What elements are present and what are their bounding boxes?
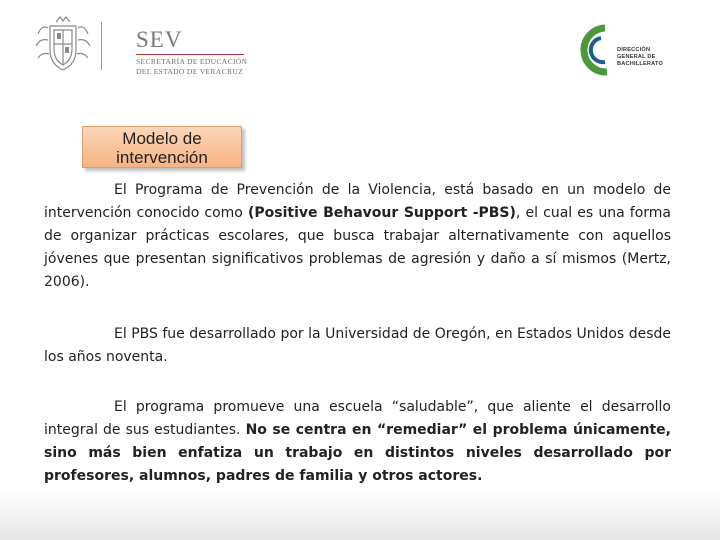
dgb-direccion-text: DIRECCIÓN xyxy=(617,47,651,53)
paragraph-intervention-model xyxy=(44,179,671,294)
section-title-line1: Modelo de xyxy=(122,129,202,148)
p3-text-bold: No se centra en “remediar” el problema únicamente, sino más bien enfatiza un trabajo en distintos niveles desarrollado por profesores, alumnos, padres de familia y otros actores. xyxy=(44,422,671,484)
dgb-bachillerato-text: BACHILLERATO xyxy=(617,61,664,67)
paragraph-pbs-origin xyxy=(44,323,671,369)
dgb-logo xyxy=(577,22,687,82)
dgb-general-text: GENERAL DE xyxy=(617,54,656,60)
section-title-box xyxy=(82,126,242,168)
p1-text-bold: (Positive Behavour Support -PBS) xyxy=(248,205,516,221)
dgb-mark-icon xyxy=(577,22,621,78)
sev-title: SEV xyxy=(136,27,183,52)
sev-secretaria-text: SECRETARÍA DE EDUCACIÓN xyxy=(136,57,248,66)
p3-text-a: El programa promueve una escuela “saludable”, que aliente el desarrollo integral de sus estudiantes. xyxy=(44,399,671,438)
paragraph-program-goals xyxy=(44,396,671,488)
sev-rule xyxy=(136,54,244,55)
p1-text-c: , el cual es una forma de organizar prácticas escolares, que busca trabajar alternativamente con aquellos jóvenes que presentan significativos problemas de agresión y daño a sí mismos (Mertz, 2006). xyxy=(44,205,671,290)
sev-estado-text: DEL ESTADO DE VERACRUZ xyxy=(136,67,244,76)
p1-text-a: El Programa de Prevención de la Violencia, está basado en un modelo de intervención conocido como xyxy=(44,182,671,221)
veracruz-crest-icon xyxy=(32,14,94,74)
section-title-line2: intervención xyxy=(116,148,208,167)
sev-divider xyxy=(101,22,102,70)
sev-logo xyxy=(32,14,248,76)
bottom-shade xyxy=(0,490,720,540)
p2-text: El PBS fue desarrollado por la Universidad de Oregón, en Estados Unidos desde los años noventa. xyxy=(44,326,671,365)
